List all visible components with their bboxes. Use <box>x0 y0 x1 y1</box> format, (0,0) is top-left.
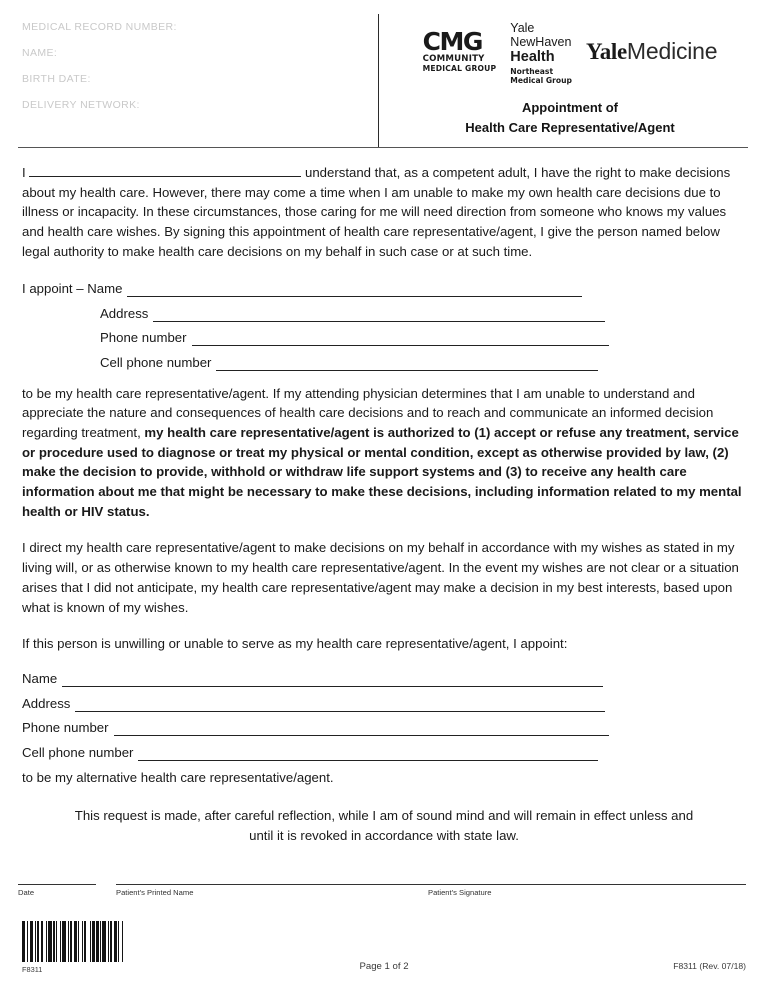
primary-field-cell-label: Cell phone number <box>100 354 212 370</box>
ynhh-logo-line-medical-group: Medical Group <box>510 76 572 85</box>
alternate-field-name-input[interactable] <box>62 672 603 687</box>
intro-lead-text: I <box>22 165 26 180</box>
cmg-logo-subtitle-medical-group: MEDICAL GROUP <box>422 64 497 73</box>
form-barcode <box>22 921 170 962</box>
signature-block <box>18 884 748 898</box>
page-title-line-2: Health Care Representative/Agent <box>465 120 675 135</box>
alternate-field-name-row <box>22 663 746 688</box>
primary-field-name-row <box>22 273 746 298</box>
authority-bold-text: my health care representative/agent is authorized to (1) accept or refuse any treatment, service or procedure used to diagnose or treat my physical or mental condition, except as otherwise provided by law, (2) make the decision to provide, withhold or withdraw life support systems and (3) to receive any health care information about me that might be necessary to make these decisions, including information related to my mental health or HIV status. <box>22 424 742 519</box>
alternate-closing-text: to be my alternative health care representative/agent. <box>22 769 334 785</box>
alternate-intro-paragraph: If this person is unwilling or unable to serve as my health care representative/agent, I appoint: <box>22 636 568 652</box>
primary-field-address-input[interactable] <box>153 307 605 322</box>
closing-statement-line-2: until it is revoked in accordance with state law. <box>249 827 519 843</box>
document-header <box>0 0 768 148</box>
record-field-birth-date: BIRTH DATE: <box>22 73 91 85</box>
authority-normal-text: to be my health care representative/agent. If my attending physician determines that I am unable to understand and appreciate the nature and consequences of health care decisions and to reach and communicate an informed decision regarding treatment, <box>22 385 714 440</box>
cmg-logo-wordmark: CMG <box>422 27 482 56</box>
patient-record-fields <box>22 14 370 118</box>
footer-page-number: Page 1 of 2 <box>359 961 409 972</box>
barcode-label: F8311 <box>22 965 43 974</box>
ynhh-logo-line-health: Health <box>510 49 555 65</box>
alternate-field-name-label: Name <box>22 671 58 687</box>
alternate-field-cell-input[interactable] <box>138 746 598 761</box>
direction-paragraph: I direct my health care representative/agent to make decisions on my behalf in accordance with my wishes as stated in my living will, or as otherwise known to my health care representative/agent. In the event my wishes are not clear or a situation arises that I did not anticipate, my health care representative/agent may make a decision in my best interests, based upon what is known of my wishes. <box>22 540 739 615</box>
signature-date-cell[interactable] <box>18 884 96 898</box>
intro-rest-text: understand that, as a competent adult, I have the right to make decisions about my health care. However, there may come a time when I am unable to make my own health care decisions due to illness or incapacity. In these circumstances, those caring for me will need direction from someone who knows my values and health care wishes. By signing this appointment of health care representative/agent, I give the person named below legal authority to make health care decisions on my behalf in such case or at such time. <box>22 165 731 259</box>
signature-patient-caption: Patient's Signature <box>428 888 492 897</box>
primary-field-phone-row <box>22 322 746 347</box>
record-field-name: NAME: <box>22 47 58 59</box>
header-horizontal-rule <box>18 147 748 148</box>
primary-field-phone-label: Phone number <box>100 330 187 346</box>
header-vertical-divider <box>378 14 379 148</box>
primary-field-name-input[interactable] <box>127 282 582 297</box>
signature-printed-name-cell[interactable] <box>116 884 428 898</box>
footer-form-revision: F8311 (Rev. 07/18) <box>673 961 746 971</box>
primary-field-address-label: Address <box>100 305 149 321</box>
alternate-field-cell-label: Cell phone number <box>22 744 134 760</box>
alternate-agent-fields <box>22 663 746 761</box>
signature-printed-name-caption: Patient's Printed Name <box>116 888 194 897</box>
page-title-line-1: Appointment of <box>521 100 619 115</box>
primary-field-phone-input[interactable] <box>192 331 609 346</box>
record-field-delivery-network: DELIVERY NETWORK: <box>22 99 140 111</box>
authority-paragraph <box>22 384 746 522</box>
closing-statement <box>22 806 746 846</box>
alternate-field-phone-row <box>22 712 746 737</box>
closing-statement-line-1: This request is made, after careful reflection, while I am of sound mind and will remain in effect unless and <box>74 807 694 823</box>
alternate-field-cell-row <box>22 736 746 761</box>
record-field-mrn: MEDICAL RECORD NUMBER: <box>22 21 177 33</box>
logo-row <box>392 22 748 84</box>
primary-agent-fields <box>22 273 746 371</box>
primary-field-cell-input[interactable] <box>216 356 598 371</box>
primary-field-cell-row <box>22 346 746 371</box>
signature-patient-cell[interactable] <box>428 884 746 898</box>
primary-field-name-label: I appoint – Name <box>22 281 123 297</box>
alternate-field-phone-label: Phone number <box>22 720 109 736</box>
alternate-field-phone-input[interactable] <box>114 721 609 736</box>
page-title <box>392 98 748 138</box>
alternate-field-address-input[interactable] <box>75 697 605 712</box>
cmg-logo <box>423 22 497 73</box>
ynhh-logo-line-newhaven: NewHaven <box>510 34 572 49</box>
alternate-field-address-row <box>22 687 746 712</box>
ynhh-logo-line-yale: Yale <box>510 21 535 35</box>
header-branding <box>392 22 748 138</box>
cmg-logo-subtitle-community: COMMUNITY <box>422 54 485 64</box>
document-body <box>22 163 746 846</box>
primary-field-address-row <box>22 297 746 322</box>
declarant-name-blank[interactable] <box>29 164 301 177</box>
signature-date-caption: Date <box>18 888 35 897</box>
intro-paragraph <box>22 163 746 262</box>
yale-medicine-logo-medicine: Medicine <box>626 38 718 64</box>
yale-medicine-logo <box>586 22 717 65</box>
alternate-field-address-label: Address <box>22 695 71 711</box>
ynhh-logo-line-northeast: Northeast <box>510 67 554 76</box>
yale-new-haven-health-logo <box>510 22 572 85</box>
yale-medicine-logo-yale: Yale <box>585 39 627 64</box>
